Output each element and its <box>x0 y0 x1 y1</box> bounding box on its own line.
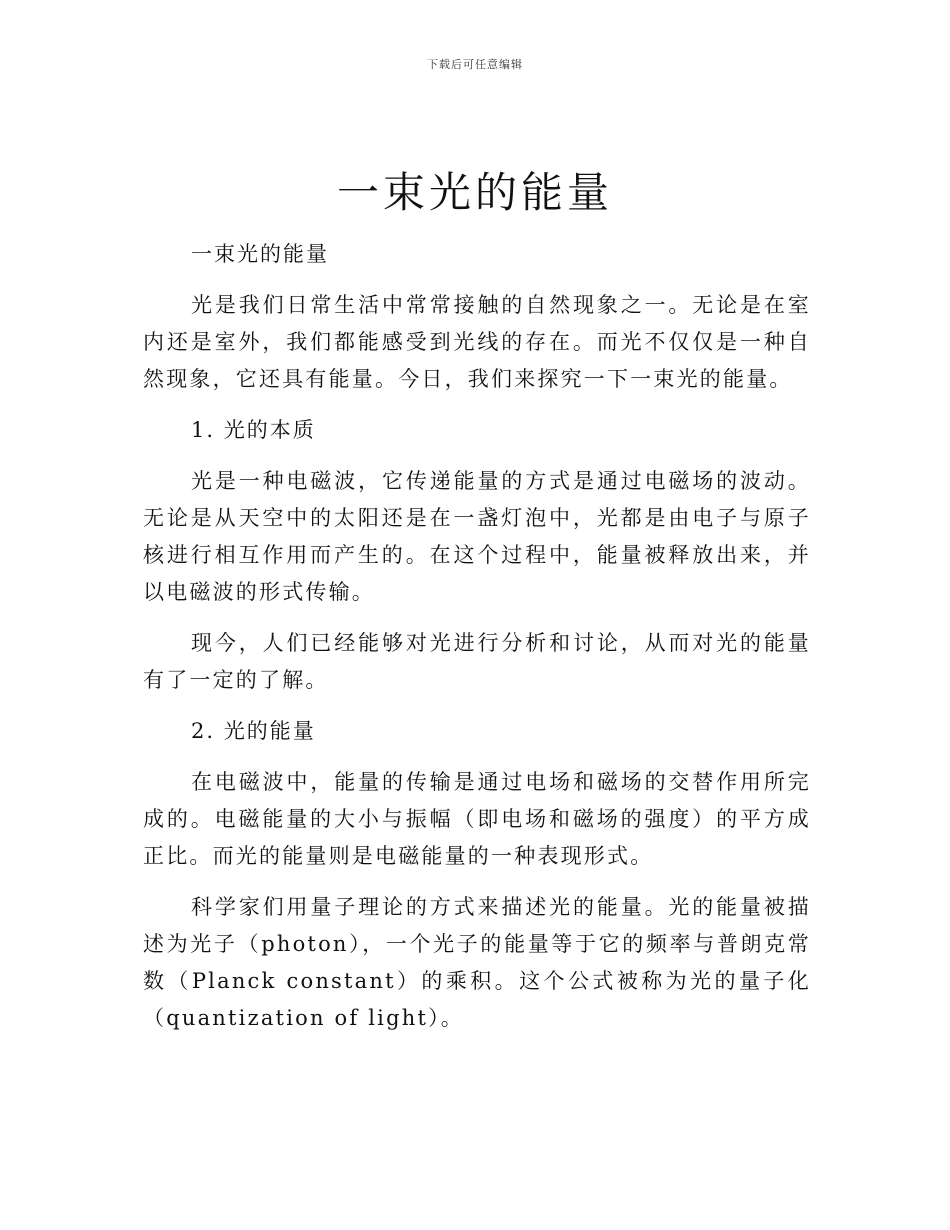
quantum-paragraph: 科学家们用量子理论的方式来描述光的能量。光的能量被描述为光子（photon），一个光子的能量等于它的频率与普朗克常数（Planck constant）的乘积。这个公式被称为光的量子化（quantization of light）。 <box>143 895 811 1030</box>
subtitle-paragraph: 一束光的能量 <box>191 242 329 266</box>
section-heading-nature: 1. 光的本质 <box>191 418 316 442</box>
intro-paragraph: 光是我们日常生活中常常接触的自然现象之一。无论是在室内还是室外，我们都能感受到光线的存在。而光不仅仅是一种自然现象，它还具有能量。今日，我们来探究一下一束光的能量。 <box>143 293 811 391</box>
electromagnetic-paragraph: 在电磁波中，能量的传输是通过电场和磁场的交替作用所完成的。电磁能量的大小与振幅（即电场和磁场的强度）的平方成正比。而光的能量则是电磁能量的一种表现形式。 <box>143 770 811 868</box>
nature-paragraph: 光是一种电磁波，它传递能量的方式是通过电磁场的波动。无论是从天空中的太阳还是在一盏灯泡中，光都是由电子与原子核进行相互作用而产生的。在这个过程中，能量被释放出来，并以电磁波的形式传输。 <box>143 469 811 604</box>
section-heading-energy: 2. 光的能量 <box>191 719 316 743</box>
document-title: 一束光的能量 <box>336 168 613 217</box>
page-header-note: 下载后可任意编辑 <box>427 58 523 71</box>
understanding-paragraph: 现今，人们已经能够对光进行分析和讨论，从而对光的能量有了一定的了解。 <box>143 631 811 692</box>
document-body <box>143 236 811 1051</box>
